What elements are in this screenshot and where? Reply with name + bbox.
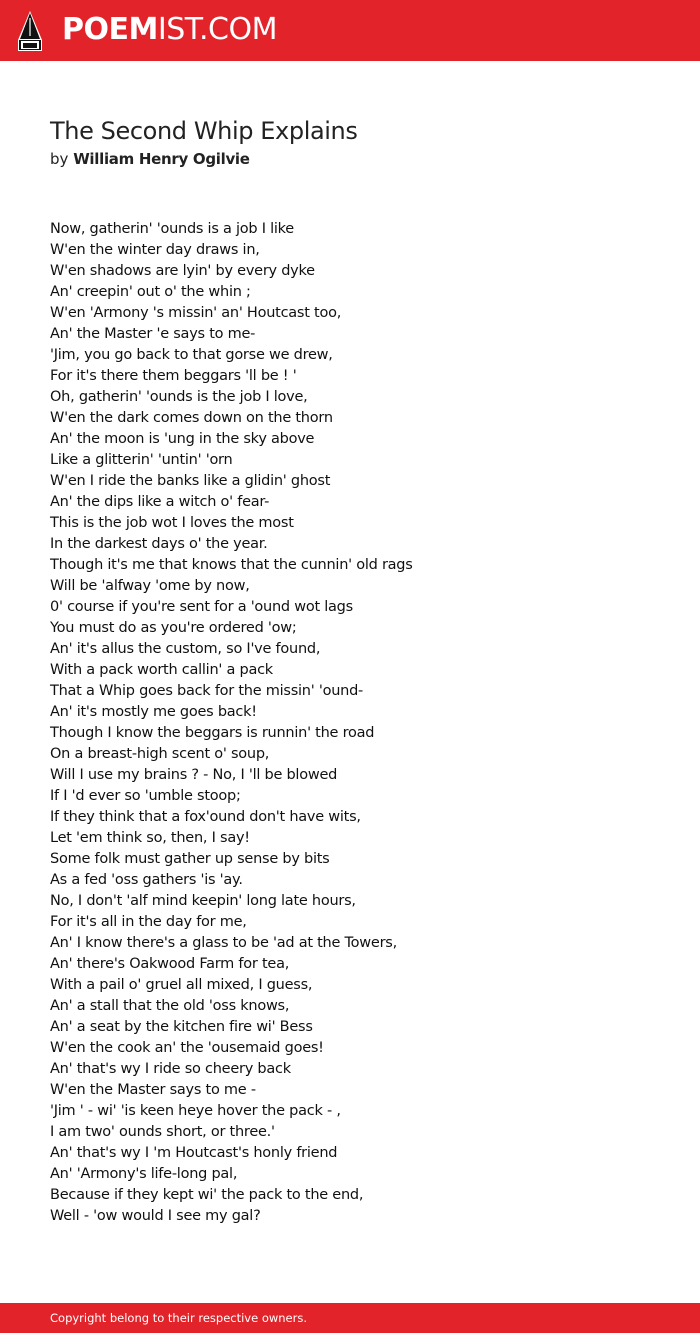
poem-line: No, I don't 'alf mind keepin' long late hours,	[50, 893, 356, 909]
poem-line: An' it's mostly me goes back!	[50, 704, 257, 720]
logo-text-bold: POEM	[62, 12, 158, 47]
poem-line: 0' course if you're sent for a 'ound wot lags	[50, 599, 353, 615]
poem-line: In the darkest days o' the year.	[50, 536, 268, 552]
poem-line: Though I know the beggars is runnin' the road	[50, 725, 375, 741]
poem-body	[50, 219, 650, 1227]
poem-line: With a pail o' gruel all mixed, I guess,	[50, 977, 313, 993]
poem-line: An' I know there's a glass to be 'ad at the Towers,	[50, 935, 397, 951]
site-logo[interactable]	[62, 12, 277, 48]
poem-line: For it's there them beggars 'll be ! '	[50, 368, 297, 384]
poem-line: I am two' ounds short, or three.'	[50, 1124, 275, 1140]
by-label: by	[50, 150, 69, 168]
poem-line: An' there's Oakwood Farm for tea,	[50, 956, 290, 972]
poem-line: An' the Master 'e says to me-	[50, 326, 256, 342]
poem-line: An' a stall that the old 'oss knows,	[50, 998, 290, 1014]
poem-byline	[50, 149, 250, 169]
poem-title: The Second Whip Explains	[50, 117, 358, 145]
poem-line: You must do as you're ordered 'ow;	[50, 620, 297, 636]
poem-line: An' the dips like a witch o' fear-	[50, 494, 270, 510]
poem-line: As a fed 'oss gathers 'is 'ay.	[50, 872, 243, 888]
author-name[interactable]: William Henry Ogilvie	[73, 150, 250, 168]
logo-text-light: IST.COM	[157, 12, 277, 47]
poem-line: Some folk must gather up sense by bits	[50, 851, 330, 867]
poem-line: W'en the winter day draws in,	[50, 242, 260, 258]
poem-line: On a breast-high scent o' soup,	[50, 746, 270, 762]
poem-line: W'en shadows are lyin' by every dyke	[50, 263, 315, 279]
poem-line: An' 'Armony's life-long pal,	[50, 1166, 238, 1182]
poem-line: That a Whip goes back for the missin' 'ound-	[50, 683, 364, 699]
poem-line: W'en the cook an' the 'ousemaid goes!	[50, 1040, 324, 1056]
poem-line: An' a seat by the kitchen fire wi' Bess	[50, 1019, 313, 1035]
pen-nib-icon	[17, 10, 43, 52]
poem-line: If I 'd ever so 'umble stoop;	[50, 788, 241, 804]
poem-line: Oh, gatherin' 'ounds is the job I love,	[50, 389, 308, 405]
poem-line: W'en I ride the banks like a glidin' ghost	[50, 473, 331, 489]
poem-line: Let 'em think so, then, I say!	[50, 830, 250, 846]
poem-line: Though it's me that knows that the cunnin' old rags	[50, 557, 413, 573]
site-header	[0, 0, 700, 61]
poem-line: Like a glitterin' 'untin' 'orn	[50, 452, 233, 468]
poem-line: An' that's wy I 'm Houtcast's honly friend	[50, 1145, 338, 1161]
poem-line: An' it's allus the custom, so I've found,	[50, 641, 321, 657]
poem-line: Now, gatherin' 'ounds is a job I like	[50, 221, 294, 237]
poem-line: Will be 'alfway 'ome by now,	[50, 578, 250, 594]
poem-line: 'Jim, you go back to that gorse we drew,	[50, 347, 333, 363]
poem-line: 'Jim ' - wi' 'is keen heye hover the pack - ,	[50, 1103, 341, 1119]
poem-line: For it's all in the day for me,	[50, 914, 247, 930]
poem-line: W'en 'Armony 's missin' an' Houtcast too,	[50, 305, 342, 321]
poem-line: Well - 'ow would I see my gal?	[50, 1208, 261, 1224]
poem-line: An' creepin' out o' the whin ;	[50, 284, 251, 300]
poem-line: W'en the dark comes down on the thorn	[50, 410, 333, 426]
poem-line: With a pack worth callin' a pack	[50, 662, 273, 678]
poem-line: An' the moon is 'ung in the sky above	[50, 431, 315, 447]
poem-line: Will I use my brains ? - No, I 'll be blowed	[50, 767, 338, 783]
poem-line: W'en the Master says to me -	[50, 1082, 256, 1098]
poem-line: Because if they kept wi' the pack to the end,	[50, 1187, 364, 1203]
poem-line: This is the job wot I loves the most	[50, 515, 294, 531]
site-footer	[0, 1303, 700, 1333]
poem-line: An' that's wy I ride so cheery back	[50, 1061, 291, 1077]
poem-line: If they think that a fox'ound don't have wits,	[50, 809, 361, 825]
copyright-text: Copyright belong to their respective owners.	[50, 1311, 308, 1325]
